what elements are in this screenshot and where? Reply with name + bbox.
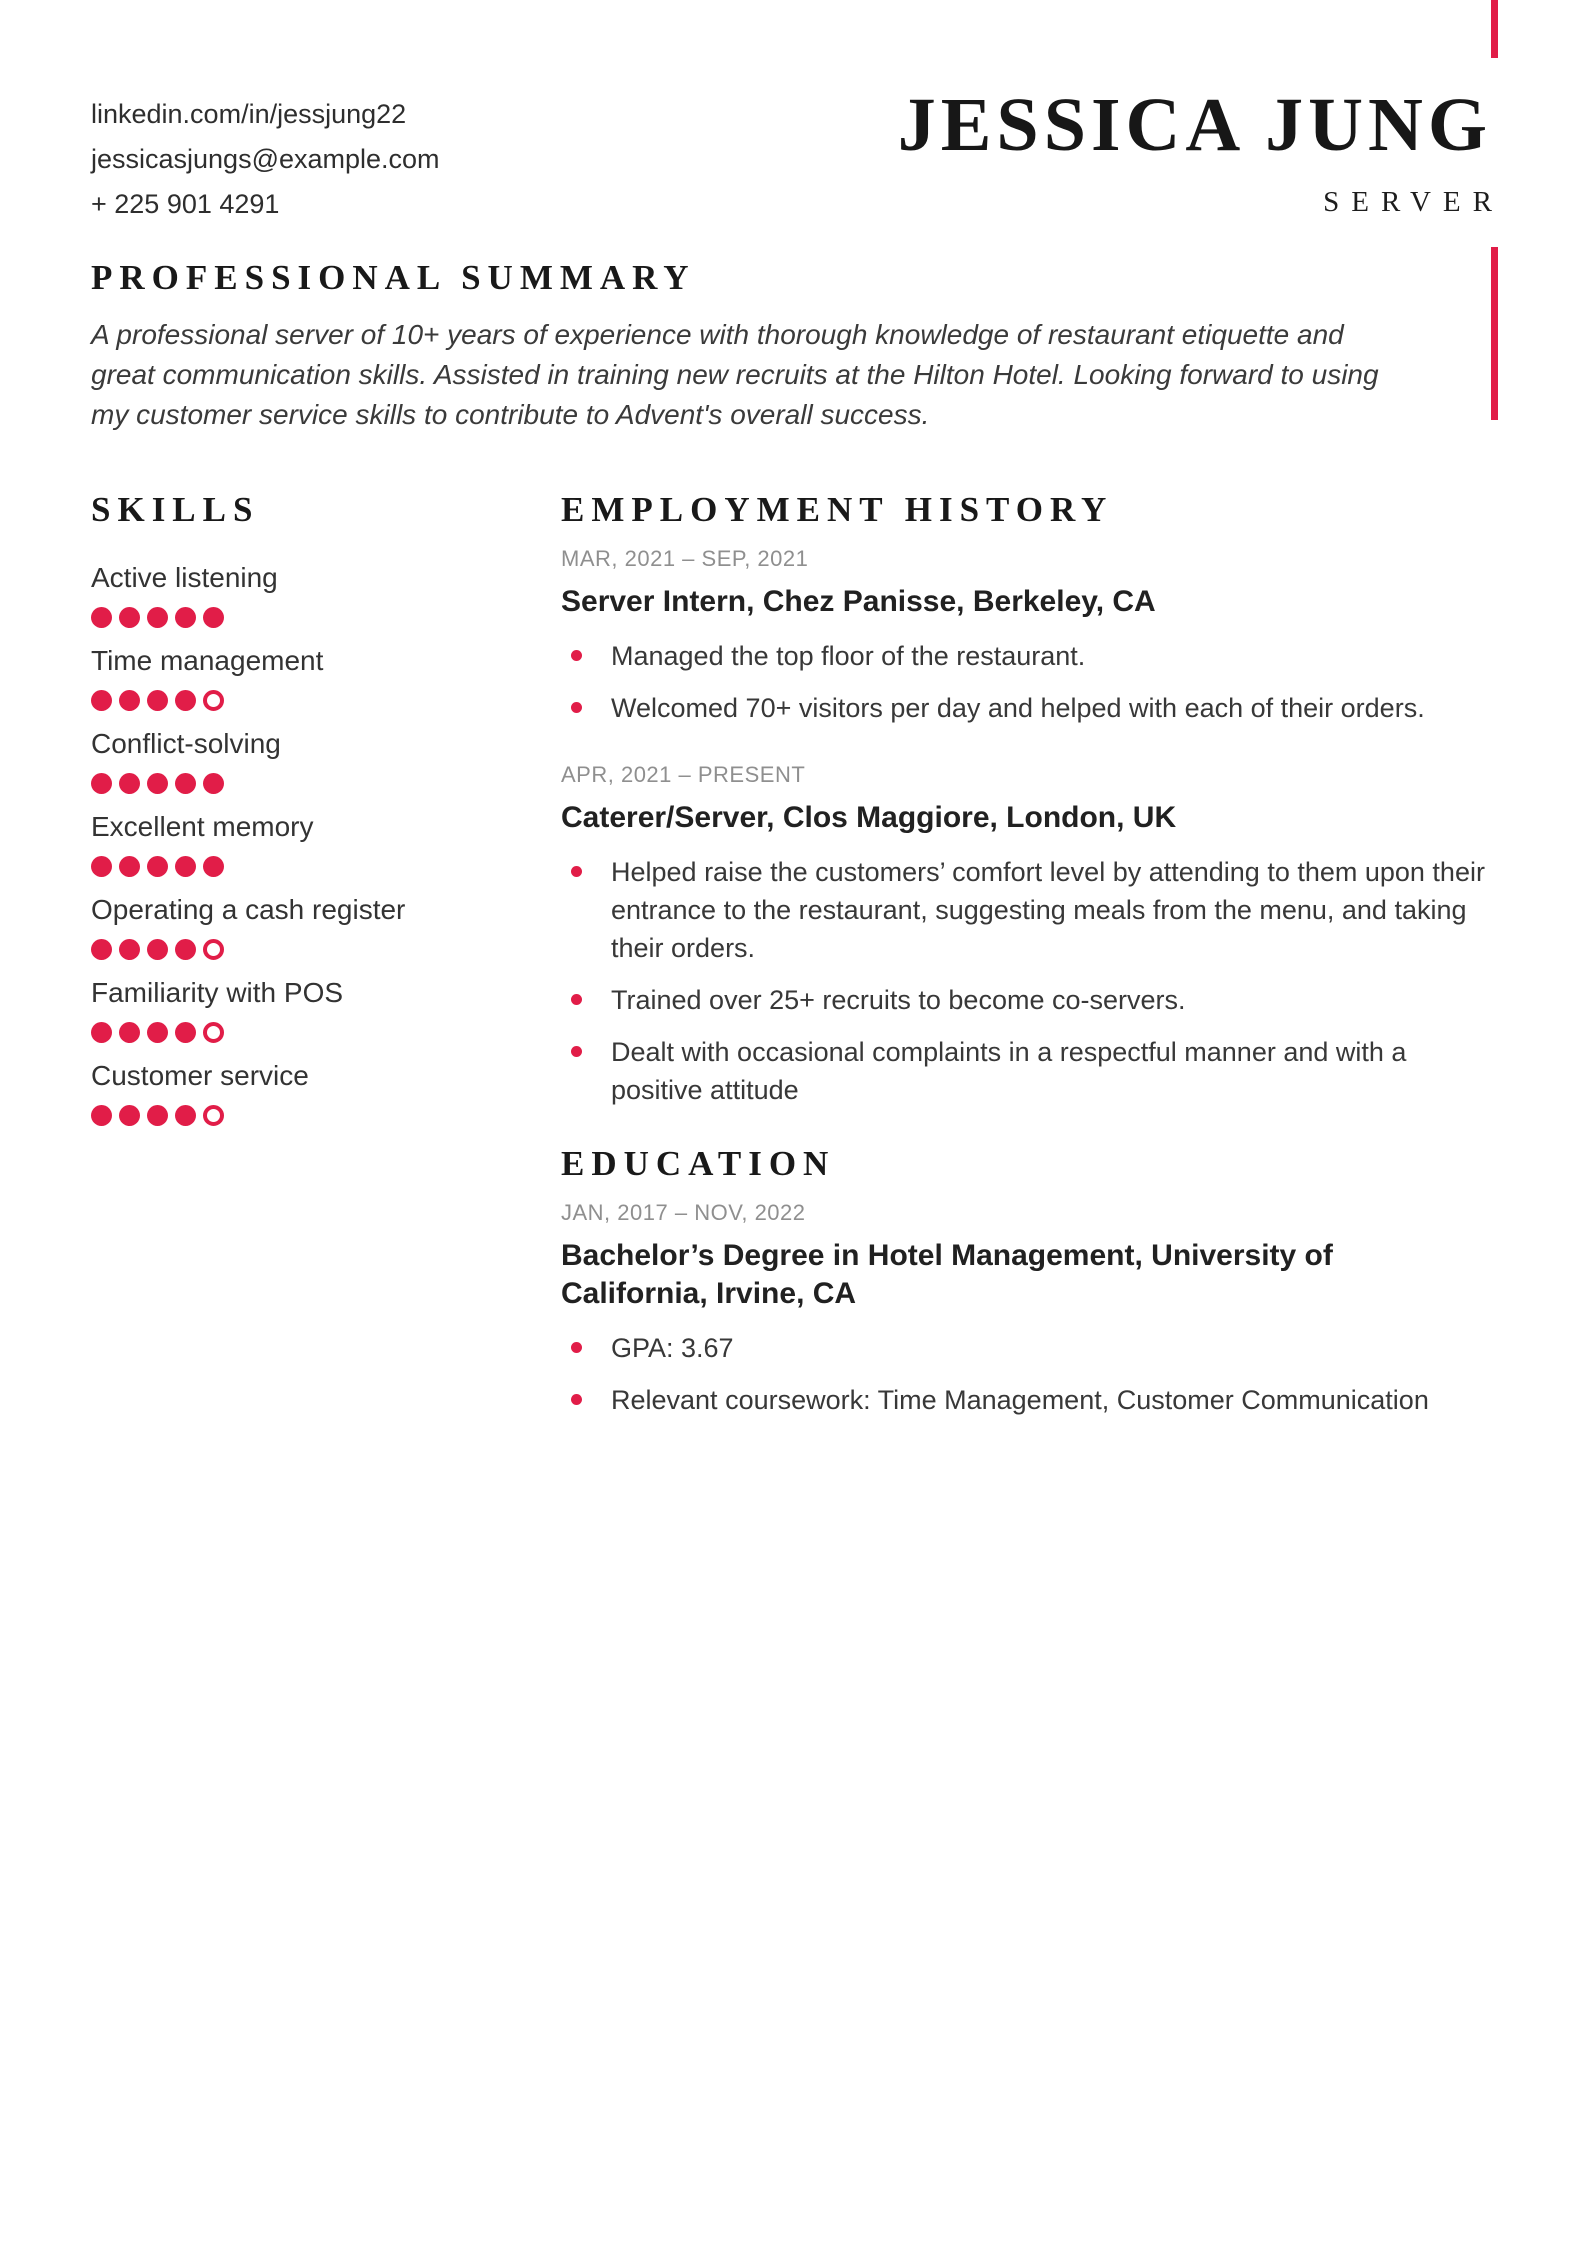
summary-heading: PROFESSIONAL SUMMARY bbox=[91, 258, 696, 297]
contact-block bbox=[91, 86, 440, 227]
skill-label: Time management bbox=[91, 645, 324, 677]
bullet-text: Managed the top floor of the restaurant. bbox=[611, 641, 1086, 672]
job-dates: MAR, 2021 – SEP, 2021 bbox=[561, 546, 809, 572]
skill-dot-empty-icon bbox=[203, 1022, 224, 1043]
employment-heading: EMPLOYMENT HISTORY bbox=[561, 490, 1114, 530]
contact-phone: + 225 901 4291 bbox=[91, 189, 280, 219]
contact-email: jessicasjungs@example.com bbox=[91, 144, 440, 174]
job-entry bbox=[561, 545, 1492, 727]
education-title: Bachelor’s Degree in Hotel Management, University of California, Irvine, CA bbox=[561, 1239, 1333, 1311]
skill-dot-filled-icon bbox=[91, 939, 112, 960]
skill-dot-filled-icon bbox=[147, 690, 168, 711]
skill-level-dots bbox=[91, 773, 561, 794]
skill-dot-filled-icon bbox=[119, 856, 140, 877]
bullet-text: Relevant coursework: Time Management, Customer Communication bbox=[611, 1385, 1429, 1416]
skill-dot-filled-icon bbox=[175, 1105, 196, 1126]
bullet-item bbox=[561, 1329, 1492, 1367]
name-block bbox=[897, 83, 1504, 219]
skill-dot-filled-icon bbox=[203, 773, 224, 794]
bullet-dot-icon bbox=[571, 650, 582, 661]
skill-level-dots bbox=[91, 856, 561, 877]
skill-dot-filled-icon bbox=[147, 773, 168, 794]
skill-label: Customer service bbox=[91, 1060, 309, 1092]
accent-bar-top bbox=[1491, 0, 1498, 58]
skill-label: Excellent memory bbox=[91, 811, 314, 843]
bullet-item bbox=[561, 689, 1492, 727]
employment-section bbox=[561, 489, 1492, 1109]
skill-dot-filled-icon bbox=[119, 939, 140, 960]
skill-dot-empty-icon bbox=[203, 690, 224, 711]
skill-dot-filled-icon bbox=[119, 1022, 140, 1043]
person-role: SERVER bbox=[1323, 185, 1504, 218]
skill-dot-filled-icon bbox=[175, 1022, 196, 1043]
bullet-item bbox=[561, 853, 1492, 967]
bullet-dot-icon bbox=[571, 1342, 582, 1353]
skill-dot-filled-icon bbox=[91, 856, 112, 877]
skill-dot-empty-icon bbox=[203, 939, 224, 960]
education-dates: JAN, 2017 – NOV, 2022 bbox=[561, 1200, 806, 1226]
summary-section bbox=[0, 257, 1588, 435]
skill-dot-filled-icon bbox=[147, 1105, 168, 1126]
education-section bbox=[561, 1143, 1492, 1419]
skill-item bbox=[91, 1059, 561, 1126]
skill-dot-filled-icon bbox=[203, 856, 224, 877]
skill-dot-filled-icon bbox=[119, 1105, 140, 1126]
skill-dot-filled-icon bbox=[91, 1022, 112, 1043]
skill-dot-filled-icon bbox=[175, 939, 196, 960]
skill-dot-filled-icon bbox=[147, 607, 168, 628]
bullet-item bbox=[561, 637, 1492, 675]
skill-item bbox=[91, 810, 561, 877]
bullet-item bbox=[561, 1381, 1492, 1419]
job-bullets bbox=[561, 637, 1492, 727]
skill-dot-filled-icon bbox=[147, 856, 168, 877]
bullet-dot-icon bbox=[571, 702, 582, 713]
bullet-dot-icon bbox=[571, 866, 582, 877]
job-entry bbox=[561, 761, 1492, 1109]
skill-item bbox=[91, 644, 561, 711]
skill-dot-filled-icon bbox=[119, 607, 140, 628]
accent-bar-bottom bbox=[1491, 247, 1498, 420]
skill-dot-filled-icon bbox=[91, 1105, 112, 1126]
skill-level-dots bbox=[91, 1022, 561, 1043]
education-list bbox=[561, 1199, 1492, 1419]
skill-dot-filled-icon bbox=[119, 690, 140, 711]
skill-level-dots bbox=[91, 939, 561, 960]
skills-heading: SKILLS bbox=[91, 490, 260, 530]
content-columns bbox=[0, 489, 1588, 1453]
header bbox=[0, 0, 1588, 227]
job-title: Caterer/Server, Clos Maggiore, London, UK bbox=[561, 801, 1177, 835]
summary-text: A professional server of 10+ years of experience with thorough knowledge of restaurant etiquette and great communication skills. Assisted in training new recruits at the Hilton Hotel. Looking forward to using my customer service skills to contribute to Advent's overall success. bbox=[91, 319, 1379, 431]
skill-label: Active listening bbox=[91, 562, 278, 594]
job-dates: APR, 2021 – PRESENT bbox=[561, 762, 806, 788]
skills-section bbox=[91, 489, 561, 1453]
bullet-text: Helped raise the customers’ comfort level by attending to them upon their entrance to the restaurant, suggesting meals from the menu, and taking their orders. bbox=[611, 857, 1485, 964]
bullet-text: Welcomed 70+ visitors per day and helped with each of their orders. bbox=[611, 693, 1425, 724]
skill-dot-filled-icon bbox=[119, 773, 140, 794]
contact-linkedin: linkedin.com/in/jessjung22 bbox=[91, 99, 407, 129]
skill-dot-filled-icon bbox=[91, 690, 112, 711]
skill-item bbox=[91, 561, 561, 628]
bullet-dot-icon bbox=[571, 994, 582, 1005]
skill-label: Conflict-solving bbox=[91, 728, 281, 760]
skill-level-dots bbox=[91, 607, 561, 628]
education-heading: EDUCATION bbox=[561, 1144, 836, 1184]
skill-label: Operating a cash register bbox=[91, 894, 406, 926]
bullet-text: Dealt with occasional complaints in a respectful manner and with a positive attitude bbox=[611, 1037, 1407, 1106]
bullet-dot-icon bbox=[571, 1394, 582, 1405]
skill-level-dots bbox=[91, 690, 561, 711]
bullet-text: GPA: 3.67 bbox=[611, 1333, 734, 1364]
skill-dot-filled-icon bbox=[91, 773, 112, 794]
education-bullets bbox=[561, 1329, 1492, 1419]
skill-dot-filled-icon bbox=[203, 607, 224, 628]
skill-dot-filled-icon bbox=[175, 607, 196, 628]
employment-list bbox=[561, 545, 1492, 1109]
education-entry bbox=[561, 1199, 1492, 1419]
skill-dot-filled-icon bbox=[175, 773, 196, 794]
skills-list bbox=[91, 561, 561, 1126]
bullet-text: Trained over 25+ recruits to become co-servers. bbox=[611, 985, 1186, 1016]
bullet-item bbox=[561, 1033, 1492, 1109]
skill-item bbox=[91, 893, 561, 960]
job-title: Server Intern, Chez Panisse, Berkeley, CA bbox=[561, 585, 1156, 619]
bullet-dot-icon bbox=[571, 1046, 582, 1057]
person-name: JESSICA JUNG bbox=[897, 83, 1492, 167]
skill-dot-filled-icon bbox=[147, 939, 168, 960]
skill-item bbox=[91, 976, 561, 1043]
skill-dot-empty-icon bbox=[203, 1105, 224, 1126]
skill-level-dots bbox=[91, 1105, 561, 1126]
skill-dot-filled-icon bbox=[175, 856, 196, 877]
skill-dot-filled-icon bbox=[91, 607, 112, 628]
skill-dot-filled-icon bbox=[175, 690, 196, 711]
main-column bbox=[561, 489, 1492, 1453]
skill-label: Familiarity with POS bbox=[91, 977, 344, 1009]
skill-dot-filled-icon bbox=[147, 1022, 168, 1043]
bullet-item bbox=[561, 981, 1492, 1019]
skill-item bbox=[91, 727, 561, 794]
job-bullets bbox=[561, 853, 1492, 1109]
